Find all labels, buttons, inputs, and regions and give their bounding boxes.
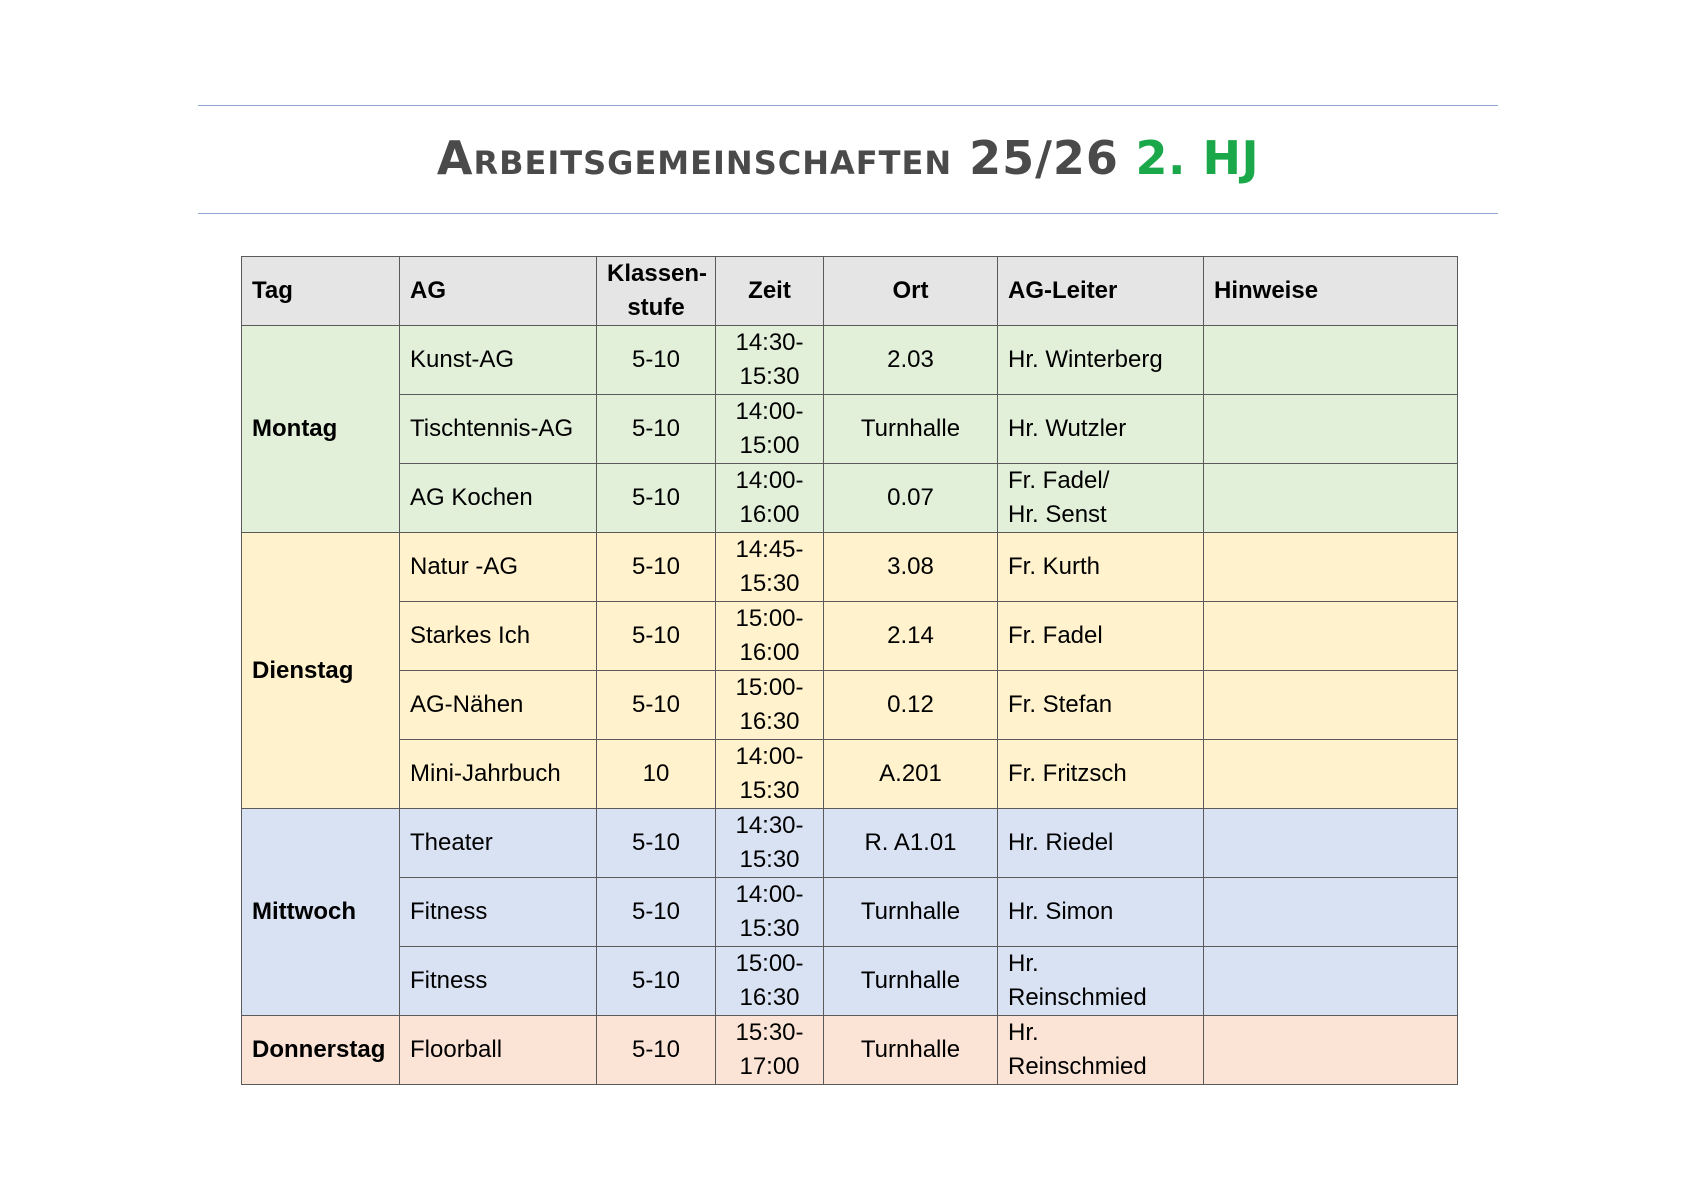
cell-ag-leiter bbox=[998, 602, 1204, 671]
cell-ort: 2.03 bbox=[824, 326, 998, 395]
cell-ag: Kunst-AG bbox=[400, 326, 597, 395]
cell-klassenstufe: 5-10 bbox=[597, 464, 716, 533]
leiter-line1: Fr. Fritzsch bbox=[1008, 760, 1127, 787]
cell-hinweise bbox=[1204, 395, 1458, 464]
cell-ort: A.201 bbox=[824, 740, 998, 809]
cell-ort: 3.08 bbox=[824, 533, 998, 602]
zeit-von: 14:30- bbox=[735, 812, 804, 839]
header-klassenstufe-line2: stufe bbox=[627, 294, 685, 321]
cell-ag-leiter bbox=[998, 671, 1204, 740]
cell-hinweise bbox=[1204, 947, 1458, 1016]
cell-ag-leiter bbox=[998, 326, 1204, 395]
cell-klassenstufe: 5-10 bbox=[597, 1016, 716, 1085]
cell-zeit bbox=[716, 671, 824, 740]
cell-hinweise bbox=[1204, 878, 1458, 947]
table-row bbox=[242, 671, 1458, 740]
zeit-von: 15:00- bbox=[735, 605, 804, 632]
header-hinweise: Hinweise bbox=[1204, 257, 1458, 326]
table-row bbox=[242, 740, 1458, 809]
zeit-von: 14:00- bbox=[735, 467, 804, 494]
header-ort: Ort bbox=[824, 257, 998, 326]
zeit-bis: 16:30 bbox=[739, 984, 800, 1011]
header-zeit: Zeit bbox=[716, 257, 824, 326]
cell-zeit bbox=[716, 740, 824, 809]
cell-klassenstufe: 10 bbox=[597, 740, 716, 809]
cell-ag-leiter bbox=[998, 809, 1204, 878]
leiter-line2: Reinschmied bbox=[1008, 984, 1147, 1011]
zeit-von: 15:00- bbox=[735, 950, 804, 977]
zeit-von: 14:00- bbox=[735, 743, 804, 770]
cell-klassenstufe: 5-10 bbox=[597, 326, 716, 395]
cell-ag: Mini-Jahrbuch bbox=[400, 740, 597, 809]
cell-zeit bbox=[716, 533, 824, 602]
header-tag: Tag bbox=[242, 257, 400, 326]
cell-ag-leiter bbox=[998, 878, 1204, 947]
cell-ag: Natur -AG bbox=[400, 533, 597, 602]
cell-ag-leiter bbox=[998, 947, 1204, 1016]
cell-ag-leiter bbox=[998, 740, 1204, 809]
cell-zeit bbox=[716, 1016, 824, 1085]
cell-hinweise bbox=[1204, 326, 1458, 395]
cell-ag-leiter bbox=[998, 395, 1204, 464]
leiter-line1: Hr. bbox=[1008, 1019, 1039, 1046]
cell-klassenstufe: 5-10 bbox=[597, 878, 716, 947]
leiter-line2: Reinschmied bbox=[1008, 1053, 1147, 1080]
leiter-line2: Hr. Senst bbox=[1008, 501, 1107, 528]
table-row bbox=[242, 878, 1458, 947]
header-ag: AG bbox=[400, 257, 597, 326]
cell-hinweise bbox=[1204, 1016, 1458, 1085]
zeit-bis: 16:30 bbox=[739, 708, 800, 735]
cell-ag-leiter bbox=[998, 464, 1204, 533]
cell-ag: AG-Nähen bbox=[400, 671, 597, 740]
header-row bbox=[242, 257, 1458, 326]
cell-ag: Starkes Ich bbox=[400, 602, 597, 671]
zeit-von: 14:30- bbox=[735, 329, 804, 356]
table-row bbox=[242, 809, 1458, 878]
cell-ag: Floorball bbox=[400, 1016, 597, 1085]
cell-ort: R. A1.01 bbox=[824, 809, 998, 878]
zeit-bis: 15:30 bbox=[739, 915, 800, 942]
cell-ag-leiter bbox=[998, 533, 1204, 602]
header-ag-leiter: AG-Leiter bbox=[998, 257, 1204, 326]
cell-ort: Turnhalle bbox=[824, 878, 998, 947]
top-rule bbox=[198, 105, 1498, 106]
cell-ort: Turnhalle bbox=[824, 395, 998, 464]
zeit-bis: 17:00 bbox=[739, 1053, 800, 1080]
cell-klassenstufe: 5-10 bbox=[597, 395, 716, 464]
header-klassenstufe-line1: Klassen- bbox=[607, 260, 708, 287]
zeit-von: 14:00- bbox=[735, 398, 804, 425]
day-cell-dienstag: Dienstag bbox=[242, 533, 400, 809]
page-title bbox=[198, 128, 1498, 188]
zeit-von: 14:45- bbox=[735, 536, 804, 563]
leiter-line1: Fr. Stefan bbox=[1008, 691, 1113, 718]
cell-hinweise bbox=[1204, 533, 1458, 602]
table-row bbox=[242, 464, 1458, 533]
cell-ag: Fitness bbox=[400, 947, 597, 1016]
zeit-von: 15:00- bbox=[735, 674, 804, 701]
table-row bbox=[242, 602, 1458, 671]
cell-ort: 2.14 bbox=[824, 602, 998, 671]
cell-zeit bbox=[716, 395, 824, 464]
leiter-line1: Hr. Wutzler bbox=[1008, 415, 1127, 442]
table-row bbox=[242, 533, 1458, 602]
zeit-bis: 15:30 bbox=[739, 846, 800, 873]
day-cell-donnerstag: Donnerstag bbox=[242, 1016, 400, 1085]
zeit-bis: 15:30 bbox=[739, 363, 800, 390]
cell-zeit bbox=[716, 809, 824, 878]
zeit-bis: 15:00 bbox=[739, 432, 800, 459]
cell-hinweise bbox=[1204, 740, 1458, 809]
cell-klassenstufe: 5-10 bbox=[597, 809, 716, 878]
cell-hinweise bbox=[1204, 809, 1458, 878]
cell-ag-leiter bbox=[998, 1016, 1204, 1085]
title-accent: 2. HJ bbox=[1135, 131, 1260, 185]
zeit-von: 14:00- bbox=[735, 881, 804, 908]
cell-zeit bbox=[716, 464, 824, 533]
cell-klassenstufe: 5-10 bbox=[597, 671, 716, 740]
cell-zeit bbox=[716, 602, 824, 671]
day-cell-mittwoch: Mittwoch bbox=[242, 809, 400, 1016]
leiter-line1: Hr. Simon bbox=[1008, 898, 1114, 925]
table-row bbox=[242, 1016, 1458, 1085]
cell-hinweise bbox=[1204, 602, 1458, 671]
table-row bbox=[242, 395, 1458, 464]
zeit-von: 15:30- bbox=[735, 1019, 804, 1046]
leiter-line1: Hr. Winterberg bbox=[1008, 346, 1163, 373]
cell-klassenstufe: 5-10 bbox=[597, 602, 716, 671]
cell-ort: 0.07 bbox=[824, 464, 998, 533]
cell-hinweise bbox=[1204, 464, 1458, 533]
zeit-bis: 15:30 bbox=[739, 570, 800, 597]
cell-ag: AG Kochen bbox=[400, 464, 597, 533]
cell-zeit bbox=[716, 878, 824, 947]
zeit-bis: 16:00 bbox=[739, 639, 800, 666]
cell-ag: Tischtennis-AG bbox=[400, 395, 597, 464]
leiter-line1: Hr. bbox=[1008, 950, 1039, 977]
zeit-bis: 16:00 bbox=[739, 501, 800, 528]
leiter-line1: Fr. Fadel bbox=[1008, 622, 1103, 649]
header-klassenstufe bbox=[597, 257, 716, 326]
cell-zeit bbox=[716, 326, 824, 395]
leiter-line1: Fr. Fadel/ bbox=[1008, 467, 1110, 494]
cell-ort: Turnhalle bbox=[824, 1016, 998, 1085]
cell-klassenstufe: 5-10 bbox=[597, 947, 716, 1016]
ag-table bbox=[241, 256, 1458, 1085]
leiter-line1: Hr. Riedel bbox=[1008, 829, 1114, 856]
table-row bbox=[242, 326, 1458, 395]
cell-ag: Theater bbox=[400, 809, 597, 878]
day-cell-montag: Montag bbox=[242, 326, 400, 533]
cell-zeit bbox=[716, 947, 824, 1016]
cell-ort: 0.12 bbox=[824, 671, 998, 740]
cell-klassenstufe: 5-10 bbox=[597, 533, 716, 602]
bottom-rule bbox=[198, 213, 1498, 214]
cell-hinweise bbox=[1204, 671, 1458, 740]
title-main: Arbeitsgemeinschaften 25/26 bbox=[436, 131, 1119, 185]
leiter-line1: Fr. Kurth bbox=[1008, 553, 1101, 580]
cell-ag: Fitness bbox=[400, 878, 597, 947]
zeit-bis: 15:30 bbox=[739, 777, 800, 804]
table-row bbox=[242, 947, 1458, 1016]
cell-ort: Turnhalle bbox=[824, 947, 998, 1016]
